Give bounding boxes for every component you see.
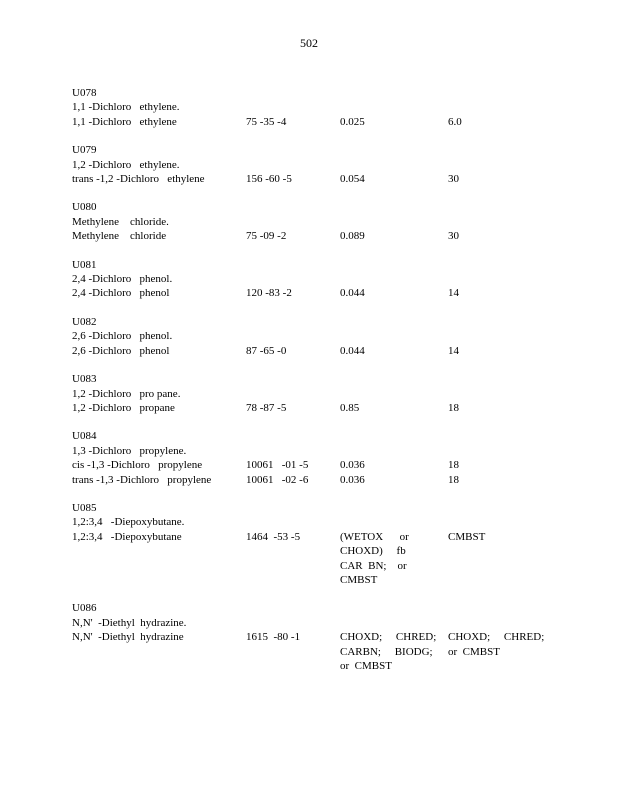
constituent-name: 1,2 -Dichloro propane: [72, 401, 175, 414]
waste-code: U086: [72, 602, 97, 615]
waste-description: 2,6 -Dichloro phenol.: [72, 330, 173, 343]
constituent-name: 2,4 -Dichloro phenol: [72, 287, 170, 300]
wastewater-standard: [340, 286, 448, 300]
waste-entry: [72, 601, 572, 673]
nonwastewater-standard-line: CMBST: [448, 530, 486, 543]
cas-number: 156 -60 -5: [246, 173, 292, 186]
waste-code: U078: [72, 87, 97, 99]
waste-code: U081: [72, 258, 97, 271]
nonwastewater-standard: [448, 630, 558, 659]
waste-description: 1,2 -Dichloro ethylene.: [72, 158, 180, 171]
wastewater-standard-line: 0.036: [340, 459, 365, 472]
cas-number: 78 -87 -5: [246, 401, 287, 414]
constituent-name: cis -1,3 -Dichloro propylene: [72, 459, 203, 472]
constituent-row: [72, 344, 572, 358]
cas-number: 87 -65 -0: [246, 344, 287, 357]
wastewater-standard: [340, 229, 448, 243]
constituent-name: trans -1,2 -Dichloro ethylene: [72, 173, 205, 186]
wastewater-standard-line: CARBN; BIODG;: [340, 645, 433, 658]
constituent-row: [72, 458, 572, 472]
wastewater-standard-line: 0.054: [340, 173, 365, 186]
nonwastewater-standard: [448, 172, 558, 186]
nonwastewater-standard: [448, 115, 558, 129]
nonwastewater-standard-line: 18: [448, 473, 459, 486]
wastewater-standard-line: CMBST: [340, 573, 378, 586]
constituent-name: 2,6 -Dichloro phenol: [72, 344, 170, 357]
waste-description: 1,2 -Dichloro pro pane.: [72, 387, 181, 400]
constituent-name: trans -1,3 -Dichloro propylene: [72, 473, 212, 486]
nonwastewater-standard-line: or CMBST: [448, 645, 500, 658]
waste-description: 2,4 -Dichloro phenol.: [72, 273, 173, 286]
waste-description: 1,1 -Dichloro ethylene.: [72, 101, 180, 114]
nonwastewater-standard: [448, 530, 558, 544]
constituent-row: [72, 229, 572, 243]
wastewater-standard-line: (WETOX or: [340, 530, 409, 543]
waste-entry: [72, 372, 572, 415]
constituent-row: [72, 115, 572, 129]
cas-number: 75 -09 -2: [246, 230, 287, 243]
waste-description: 1,3 -Dichloro propylene.: [72, 444, 187, 457]
constituent-name: 1,1 -Dichloro ethylene: [72, 115, 177, 128]
wastewater-standard: [340, 530, 448, 588]
nonwastewater-standard-line: CHOXD; CHRED;: [448, 631, 545, 644]
nonwastewater-standard-line: 18: [448, 459, 459, 472]
waste-entry: [72, 200, 572, 243]
waste-code: U082: [72, 315, 97, 328]
waste-code: U080: [72, 201, 97, 214]
nonwastewater-standard-line: 14: [448, 344, 459, 357]
waste-entry: [72, 501, 572, 587]
constituent-name: 1,2:3,4 -Diepoxybutane: [72, 530, 182, 543]
nonwastewater-standard: [448, 286, 558, 300]
nonwastewater-standard: [448, 344, 558, 358]
waste-description: N,N' -Diethyl hydrazine.: [72, 616, 187, 629]
wastewater-standard-line: 0.025: [340, 115, 365, 128]
wastewater-standard: [340, 401, 448, 415]
waste-code: U085: [72, 501, 97, 514]
wastewater-standard-line: CHOXD; CHRED;: [340, 631, 437, 644]
waste-entry: [72, 143, 572, 186]
wastewater-standard: [340, 473, 448, 487]
nonwastewater-standard: [448, 458, 558, 472]
wastewater-standard-line: 0.044: [340, 344, 365, 357]
constituent-row: [72, 401, 572, 415]
wastewater-standard-line: 0.089: [340, 230, 365, 243]
page-number: 502: [300, 36, 318, 50]
wastewater-standard-line: CAR BN; or: [340, 559, 407, 572]
nonwastewater-standard-line: 30: [448, 230, 459, 243]
constituent-row: [72, 530, 572, 588]
wastewater-standard: [340, 115, 448, 129]
wastewater-standard: [340, 172, 448, 186]
cas-number: 1464 -53 -5: [246, 530, 301, 543]
constituent-row: [72, 630, 572, 673]
nonwastewater-standard-line: 14: [448, 287, 459, 300]
cas-number: 10061 -01 -5: [246, 459, 309, 472]
waste-entry: [72, 315, 572, 358]
waste-entry: [72, 429, 572, 487]
wastewater-standard-line: 0.044: [340, 287, 365, 300]
waste-description: 1,2:3,4 -Diepoxybutane.: [72, 516, 185, 529]
constituent-name: Methylene chloride: [72, 230, 167, 243]
cas-number: 1615 -80 -1: [246, 631, 301, 644]
wastewater-standard-line: 0.036: [340, 473, 365, 486]
cas-number: 10061 -02 -6: [246, 473, 309, 486]
constituent-row: [72, 286, 572, 300]
waste-entry: [72, 258, 572, 301]
wastewater-standard-line: 0.85: [340, 401, 360, 414]
wastewater-standard-line: or CMBST: [340, 660, 392, 672]
nonwastewater-standard: [448, 229, 558, 243]
wastewater-standard-line: CHOXD) fb: [340, 545, 406, 558]
nonwastewater-standard: [448, 473, 558, 487]
cas-number: 120 -83 -2: [246, 287, 292, 300]
wastewater-standard: [340, 630, 448, 673]
nonwastewater-standard-line: 18: [448, 401, 459, 414]
cas-number: 75 -35 -4: [246, 115, 287, 128]
waste-description: Methylene chloride.: [72, 215, 169, 228]
wastewater-standard: [340, 458, 448, 472]
constituent-row: [72, 473, 572, 487]
nonwastewater-standard-line: 30: [448, 173, 459, 186]
waste-code: U084: [72, 430, 97, 443]
constituent-row: [72, 172, 572, 186]
waste-code-listing: [72, 86, 572, 687]
nonwastewater-standard-line: 6.0: [448, 115, 462, 128]
waste-code: U083: [72, 373, 97, 386]
waste-entry: [72, 86, 572, 129]
waste-code: U079: [72, 144, 97, 157]
nonwastewater-standard: [448, 401, 558, 415]
constituent-name: N,N' -Diethyl hydrazine: [72, 631, 184, 644]
wastewater-standard: [340, 344, 448, 358]
